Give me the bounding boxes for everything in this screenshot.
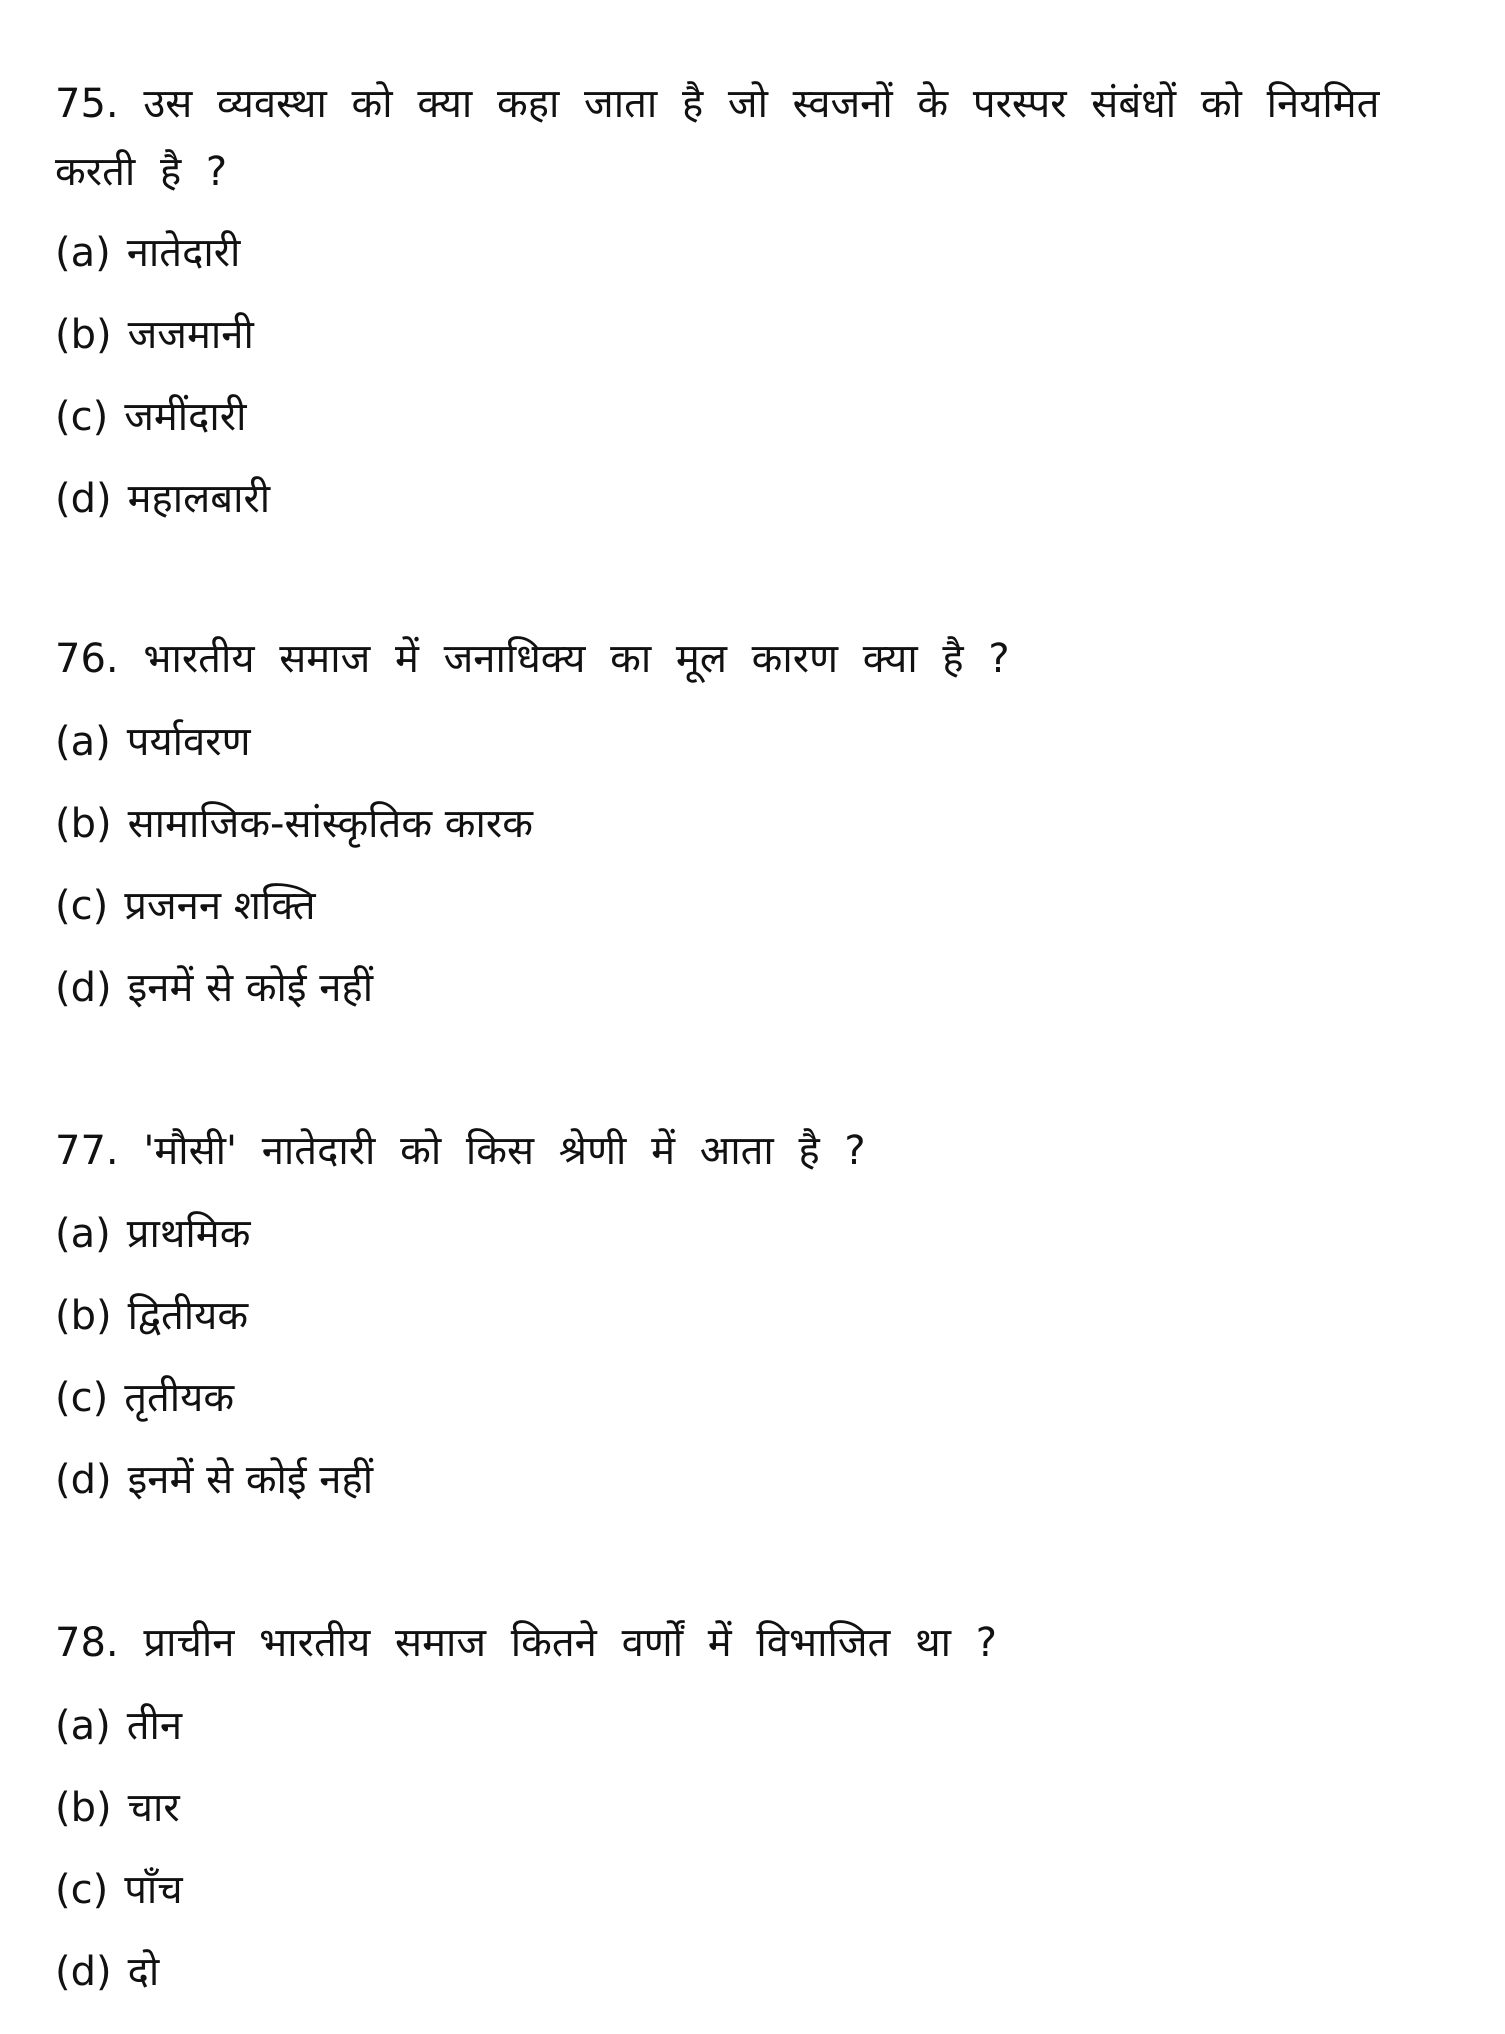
option-c[interactable] bbox=[55, 376, 1395, 458]
option-label: (d) bbox=[55, 965, 112, 1011]
question-number: 75. bbox=[55, 81, 119, 127]
question-75 bbox=[55, 70, 1395, 540]
option-label: (c) bbox=[55, 1375, 109, 1421]
option-d[interactable] bbox=[55, 1931, 1395, 2013]
option-a[interactable] bbox=[55, 1193, 1395, 1275]
option-d[interactable] bbox=[55, 947, 1395, 1029]
option-label: (b) bbox=[55, 801, 112, 847]
option-label: (a) bbox=[55, 230, 111, 276]
option-text: जमींदारी bbox=[124, 394, 247, 440]
question-body: 'मौसी' नातेदारी को किस श्रेणी में आता है ? bbox=[143, 1128, 866, 1174]
question-number: 76. bbox=[55, 636, 119, 682]
option-text: सामाजिक-सांस्कृतिक कारक bbox=[127, 801, 533, 847]
option-c[interactable] bbox=[55, 1849, 1395, 1931]
option-text: चार bbox=[127, 1785, 180, 1831]
question-text bbox=[55, 625, 1395, 693]
option-b[interactable] bbox=[55, 1767, 1395, 1849]
option-c[interactable] bbox=[55, 865, 1395, 947]
option-label: (a) bbox=[55, 1211, 111, 1257]
question-78 bbox=[55, 1609, 1395, 2013]
question-number: 78. bbox=[55, 1620, 119, 1666]
option-d[interactable] bbox=[55, 1439, 1395, 1521]
option-label: (a) bbox=[55, 1703, 111, 1749]
option-text: इनमें से कोई नहीं bbox=[127, 1457, 374, 1503]
option-b[interactable] bbox=[55, 294, 1395, 376]
option-text: दो bbox=[127, 1949, 160, 1995]
option-text: तीन bbox=[126, 1703, 183, 1749]
option-label: (c) bbox=[55, 394, 109, 440]
option-b[interactable] bbox=[55, 783, 1395, 865]
option-text: तृतीयक bbox=[124, 1375, 235, 1421]
option-text: इनमें से कोई नहीं bbox=[127, 965, 374, 1011]
question-body: उस व्यवस्था को क्या कहा जाता है जो स्वजनों के परस्पर संबंधों को नियमित करती है ? bbox=[55, 81, 1380, 195]
option-label: (b) bbox=[55, 1785, 112, 1831]
option-label: (a) bbox=[55, 719, 111, 765]
option-a[interactable] bbox=[55, 212, 1395, 294]
option-label: (c) bbox=[55, 883, 109, 929]
option-label: (b) bbox=[55, 312, 112, 358]
option-text: पर्यावरण bbox=[126, 719, 251, 765]
option-label: (c) bbox=[55, 1867, 109, 1913]
question-76 bbox=[55, 625, 1395, 1029]
option-text: महालबारी bbox=[127, 476, 271, 522]
option-a[interactable] bbox=[55, 1685, 1395, 1767]
question-text bbox=[55, 1609, 1395, 1677]
question-body: भारतीय समाज में जनाधिक्य का मूल कारण क्या है ? bbox=[143, 636, 1010, 682]
option-text: द्वितीयक bbox=[127, 1293, 249, 1339]
option-c[interactable] bbox=[55, 1357, 1395, 1439]
question-text bbox=[55, 70, 1395, 206]
option-text: प्रजनन शक्ति bbox=[124, 883, 316, 929]
option-label: (b) bbox=[55, 1293, 112, 1339]
option-label: (d) bbox=[55, 1457, 112, 1503]
option-text: पाँच bbox=[124, 1867, 183, 1913]
option-d[interactable] bbox=[55, 458, 1395, 540]
option-text: नातेदारी bbox=[126, 230, 241, 276]
option-label: (d) bbox=[55, 1949, 112, 1995]
option-b[interactable] bbox=[55, 1275, 1395, 1357]
question-77 bbox=[55, 1117, 1395, 1521]
question-body: प्राचीन भारतीय समाज कितने वर्णों में विभाजित था ? bbox=[143, 1620, 997, 1666]
option-text: प्राथमिक bbox=[126, 1211, 251, 1257]
option-text: जजमानी bbox=[127, 312, 254, 358]
option-label: (d) bbox=[55, 476, 112, 522]
question-number: 77. bbox=[55, 1128, 119, 1174]
option-a[interactable] bbox=[55, 701, 1395, 783]
question-text bbox=[55, 1117, 1395, 1185]
